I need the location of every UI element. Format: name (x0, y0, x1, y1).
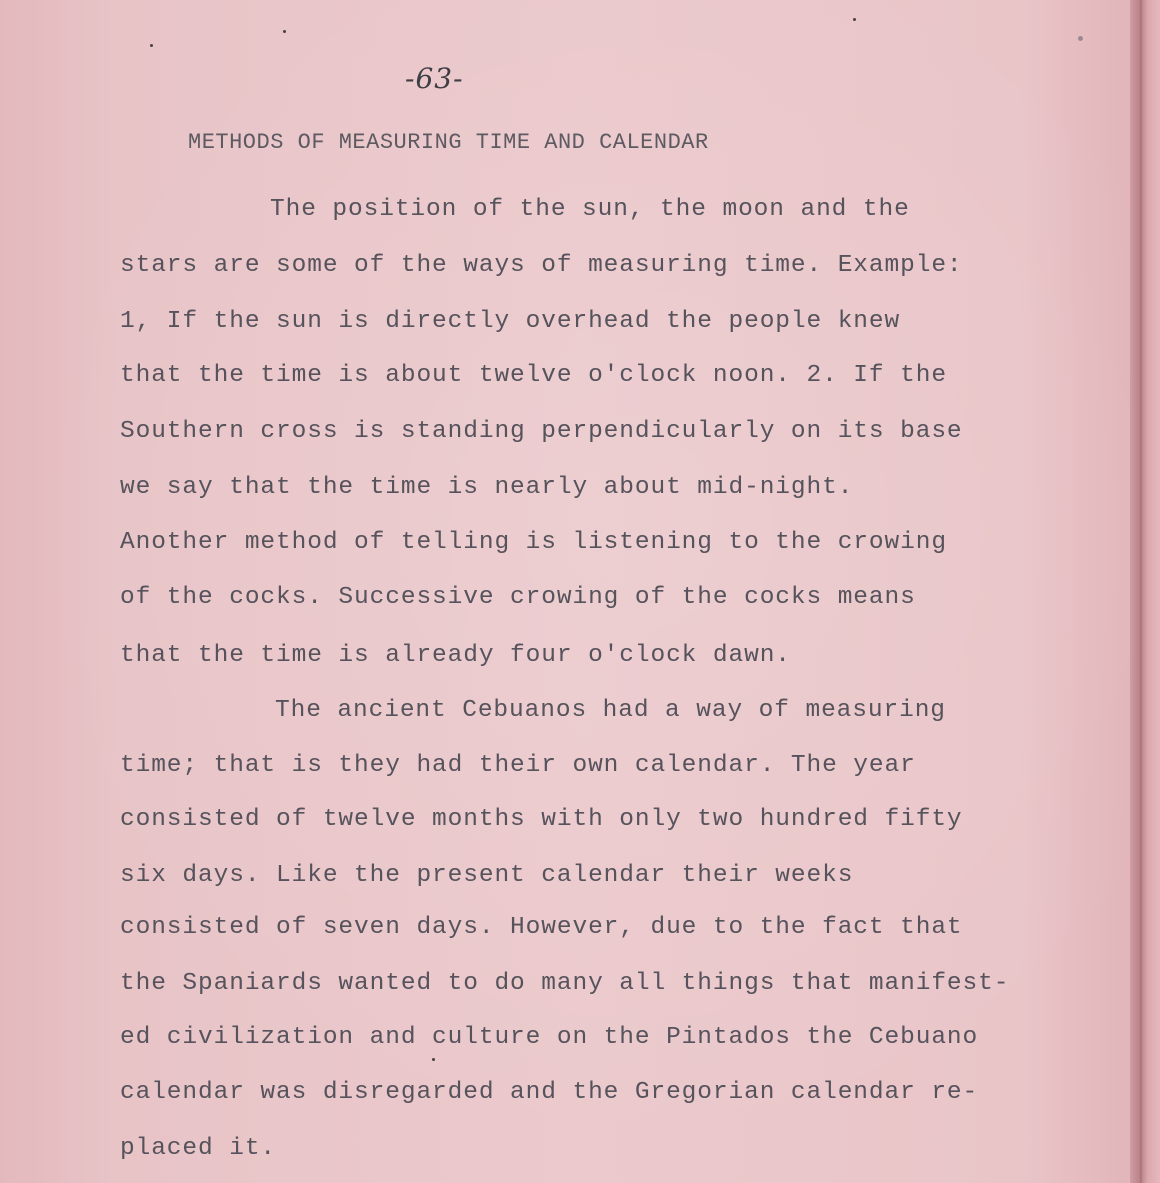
text-line: consisted of seven days. However, due to the fact that (120, 914, 963, 941)
text-line: Southern cross is standing perpendicularly on its base (120, 418, 963, 445)
ink-speck (853, 18, 856, 21)
page-edge-line (1140, 0, 1142, 1183)
page-binding-edge (1130, 0, 1160, 1183)
text-line: stars are some of the ways of measuring time. Example: (120, 252, 963, 279)
ink-speck (1078, 36, 1083, 41)
text-line: that the time is about twelve o'clock noon. 2. If the (120, 362, 947, 389)
text-line: we say that the time is nearly about mid-night. (120, 474, 854, 501)
text-line: The position of the sun, the moon and the (270, 196, 910, 223)
text-line: ed civilization and culture on the Pintados the Cebuano (120, 1024, 979, 1051)
text-line: six days. Like the present calendar their weeks (120, 862, 854, 889)
text-line: of the cocks. Successive crowing of the cocks means (120, 584, 916, 611)
ink-speck (283, 30, 286, 33)
text-line: Another method of telling is listening to the crowing (120, 529, 947, 556)
text-line: time; that is they had their own calendar. The year (120, 752, 916, 779)
text-line: the Spaniards wanted to do many all things that manifest- (120, 970, 1010, 997)
text-line: The ancient Cebuanos had a way of measuring (275, 697, 946, 724)
text-line: consisted of twelve months with only two hundred fifty (120, 806, 963, 833)
text-line: calendar was disregarded and the Gregorian calendar re- (120, 1079, 979, 1106)
text-line: that the time is already four o'clock dawn. (120, 642, 791, 669)
page-heading: METHODS OF MEASURING TIME AND CALENDAR (188, 130, 709, 155)
text-line: placed it. (120, 1135, 277, 1162)
ink-speck (432, 1058, 435, 1061)
ink-speck (150, 44, 153, 47)
text-line: 1, If the sun is directly overhead the people knew (120, 308, 901, 335)
page-number: -63- (405, 62, 464, 95)
